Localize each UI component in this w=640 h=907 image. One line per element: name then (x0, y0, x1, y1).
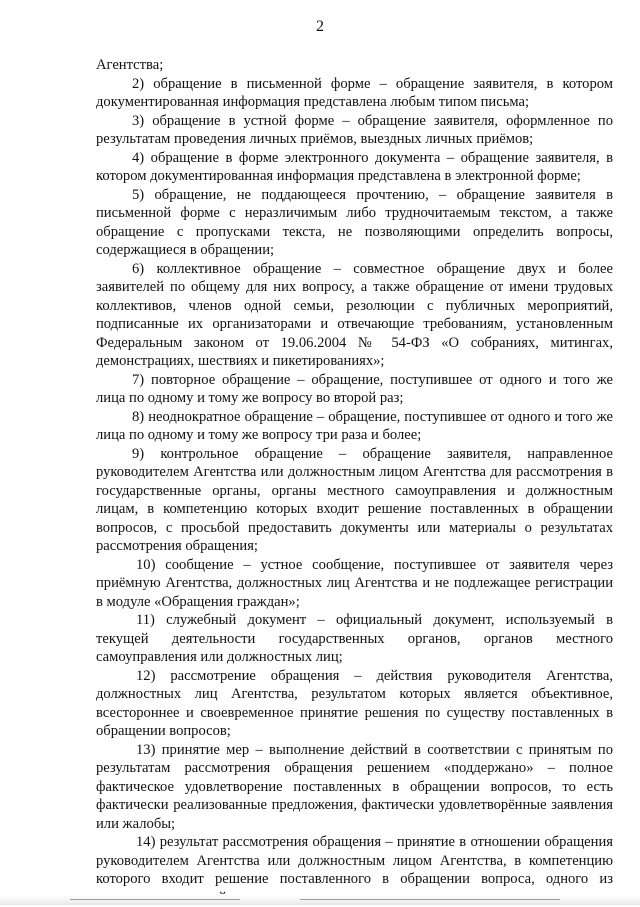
scan-artifact-line (300, 899, 560, 900)
scan-artifact-line (70, 899, 240, 900)
definition-item-4: 4) обращение в форме электронного документа – обращение заявителя, в котором документированная информация представлена в электронной форме; (96, 149, 613, 184)
definition-item-11: 11) служебный документ – официальный документ, используемый в текущей деятельности государственных органов, органов местного самоуправления или должностных лиц; (96, 612, 613, 665)
page-number: 2 (316, 18, 324, 35)
definition-item-5: 5) обращение, не поддающееся прочтению, – обращение заявителя в письменной форме с неразличимым либо трудночитаемым текстом, а также обращение с пропусками текста, не позволяющими определить вопросы, содержащиеся в обращении; (96, 186, 613, 258)
definition-item-3: 3) обращение в устной форме – обращение заявителя, оформленное по результатам проведения личных приёмов, выездных личных приёмов; (96, 112, 613, 147)
paragraph-continuation: Агентства; (96, 57, 164, 73)
definition-item-13: 13) принятие мер – выполнение действий в соответствии с принятым по результатам рассмотрения обращения решением «поддержано» – полное фактическое удовлетворение поставленных в обращении вопросов, то есть фактически реализованные предложения, фактически удовлетворённые заявления или жалобы; (96, 741, 613, 832)
document-body (96, 56, 613, 907)
scan-bottom-edge (0, 895, 640, 905)
definition-item-10: 10) сообщение – устное сообщение, поступившее от заявителя через приёмную Агентства, должностных лиц Агентства и не подлежащее регистрации в модуле «Обращения граждан»; (96, 556, 613, 610)
definition-item-9: 9) контрольное обращение – обращение заявителя, направленное руководителем Агентства или должностным лицом Агентства для рассмотрения в государственные органы, органы местного самоуправления и должностным лицам, в компетенцию которых входит решение поставленных в обращении вопросов, с просьбой предоставить документы или материалы о результатах рассмотрения обращения; (96, 445, 613, 554)
definition-item-7: 7) повторное обращение – обращение, поступившее от одного и того же лица по одному и тому же вопросу во второй раз; (96, 371, 613, 406)
definition-item-2: 2) обращение в письменной форме – обращение заявителя, в котором документированная информация представлена любым типом письма; (96, 75, 613, 110)
definition-item-14: 14) результат рассмотрения обращения – принятие в отношении обращения руководителем Агентства или должностным лицом Агентства, в компетенцию которого входит решение поставленного в обращении вопроса, одного из (96, 834, 613, 887)
definition-item-12: 12) рассмотрение обращения – действия руководителя Агентства, должностных лиц Агентства, результатом которых является объективное, всестороннее и своевременное принятие решения по существу поставленных в обращении вопросов; (96, 667, 613, 739)
definition-item-6: 6) коллективное обращение – совместное обращение двух и более заявителей по общему для них вопросу, а также обращение от имени трудовых коллективов, членов одной семьи, резолюции с публичных мероприятий, подписанные их организаторами и отвечающие требованиям, установленным Федеральным законом от 19.06.2004 № 54-ФЗ «О собраниях, митингах, демонстрациях, шествиях и пикетированиях»; (96, 260, 613, 369)
definition-item-8: 8) неоднократное обращение – обращение, поступившее от одного и того же лица по одному и тому же вопросу три раза и более; (96, 408, 613, 443)
